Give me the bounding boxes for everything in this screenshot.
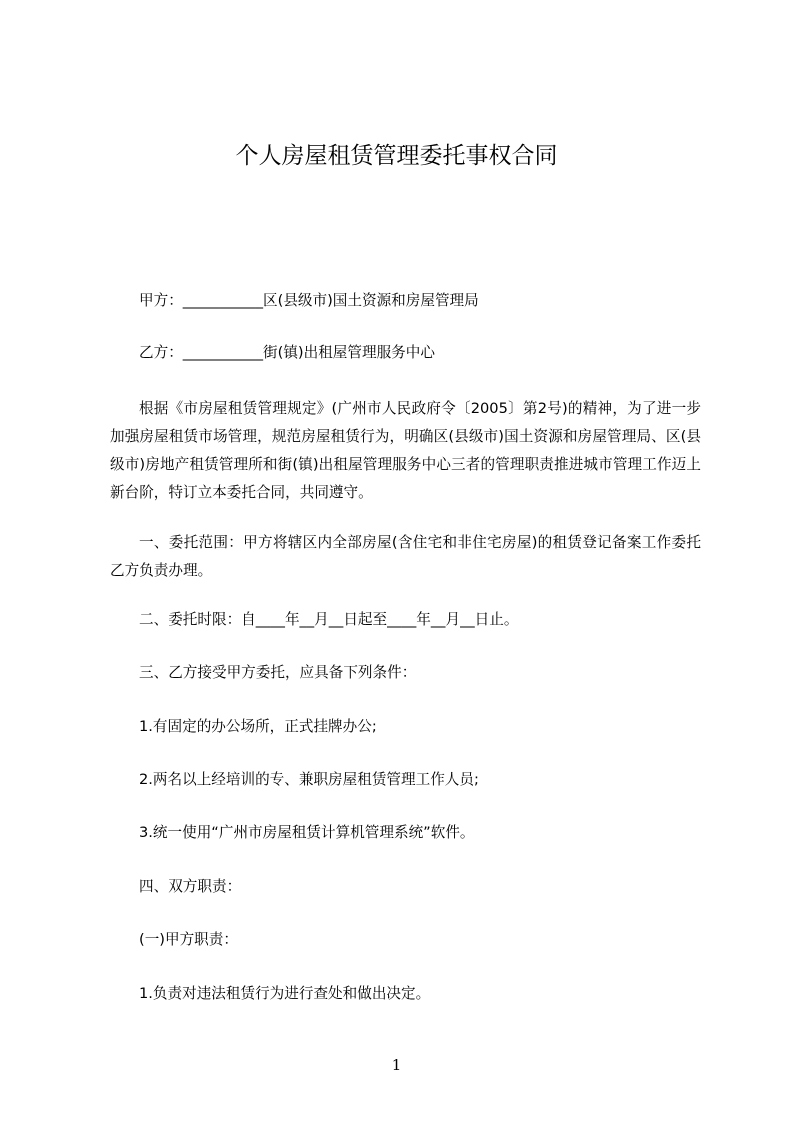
section-3-item-3: 3.统一使用“广州市房屋租赁计算机管理系统”软件。 [139, 824, 475, 841]
party-b-line: 乙方：___________街(镇)出租屋管理服务中心 [139, 344, 435, 361]
preamble-paragraph: 根据《市房屋租赁管理规定》(广州市人民政府令〔2005〕第2号)的精神，为了进一步加强房屋租赁市场管理，规范房屋租赁行为，明确区(县级市)国土资源和房屋管理局、区(县级市)房地产租赁管理所和街(镇)出租屋管理服务中心三者的管理职责推进城市管理工作迈上新台阶，特订立本委托合同，共同遵守。 [110, 400, 701, 501]
section-1-paragraph: 一、委托范围：甲方将辖区内全部房屋(含住宅和非住宅房屋)的租赁登记备案工作委托乙方负责办理。 [110, 534, 701, 579]
section-4-a-item-1: 1.负责对违法租赁行为进行查处和做出决定。 [139, 985, 431, 1002]
section-4-heading: 四、双方职责： [139, 878, 242, 895]
party-a-line: 甲方：___________区(县级市)国土资源和房屋管理局 [139, 292, 479, 309]
page-number: 1 [391, 1056, 402, 1074]
section-4-subheading-a: (一)甲方职责： [139, 931, 238, 948]
section-2-line: 二、委托时限：自____年__月__日起至____年__月__日止。 [139, 611, 519, 628]
section-3-item-2: 2.两名以上经培训的专、兼职房屋租赁管理工作人员; [139, 771, 479, 788]
section-3-heading: 三、乙方接受甲方委托，应具备下列条件： [139, 664, 417, 681]
document-title: 个人房屋租赁管理委托事权合同 [235, 143, 558, 169]
section-3-item-1: 1.有固定的办公场所，正式挂牌办公; [139, 718, 377, 735]
